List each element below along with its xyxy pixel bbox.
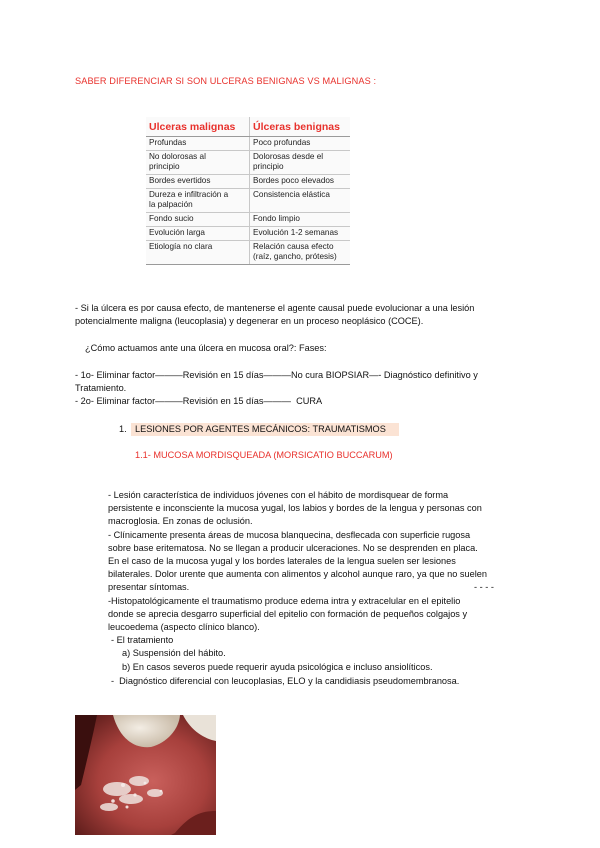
table-cell: Poco profundas xyxy=(250,137,351,151)
table-cell: Dolorosas desde el principio xyxy=(250,151,351,175)
paragraph-line: - Si la úlcera es por causa efecto, de mantenerse el agente causal puede evolucionar a una lesión xyxy=(75,303,475,313)
paragraph-line: potencialmente maligna (leucoplasia) y degenerar en un proceso neoplásico (COCE). xyxy=(75,316,424,326)
table-row xyxy=(146,189,350,213)
section-number: 1. xyxy=(119,424,127,434)
header-malignant: Ulceras malignas xyxy=(146,117,250,137)
dash-marks: - - - - xyxy=(474,582,494,592)
table-row xyxy=(146,241,350,265)
table-row xyxy=(146,137,350,151)
section-title: LESIONES POR AGENTES MECÁNICOS: TRAUMATISMOS xyxy=(135,424,386,434)
table-cell: Relación causa efecto (raíz, gancho, prótesis) xyxy=(250,241,351,265)
table-row xyxy=(146,151,350,175)
table-row xyxy=(146,175,350,189)
table-row xyxy=(146,213,350,227)
table-cell: Consistencia elástica xyxy=(250,189,351,213)
body-line: -Histopatológicamente el traumatismo produce edema intra y extracelular en el epitelio xyxy=(108,596,461,606)
body-line: sobre base eritematosa. No se llegan a producir ulceraciones. No se desprenden en placa. xyxy=(108,543,478,553)
question-line: ¿Cómo actuamos ante una úlcera en mucosa oral?: Fases: xyxy=(85,343,327,353)
phase-line: - 1o- Eliminar factor———Revisión en 15 días———No cura BIOPSIAR—- Diagnóstico definitivo y xyxy=(75,370,478,380)
table-cell: Fondo limpio xyxy=(250,213,351,227)
header-benign: Úlceras benignas xyxy=(250,117,351,137)
table-cell: Profundas xyxy=(146,137,250,151)
body-line: En el caso de la mucosa yugal y los bordes laterales de la lengua suelen ser lesiones xyxy=(108,556,456,566)
body-line: - El tratamiento xyxy=(111,635,174,645)
ulcer-comparison-table xyxy=(146,117,350,265)
body-line: leucoedema (aspecto clínico blanco). xyxy=(108,622,260,632)
table-cell: Etiología no clara xyxy=(146,241,250,265)
body-line: donde se aprecia desgarro superficial del epitelio con formación de pequeños colgajos y xyxy=(108,609,468,619)
body-line: - Diagnóstico diferencial con leucoplasias, ELO y la candidiasis pseudomembranosa. xyxy=(111,676,460,686)
table-cell: Dureza e infiltración a la palpación xyxy=(146,189,250,213)
table-cell: Evolución 1-2 semanas xyxy=(250,227,351,241)
table-cell: Bordes poco elevados xyxy=(250,175,351,189)
table-cell: Fondo sucio xyxy=(146,213,250,227)
table-cell: No dolorosas al principio xyxy=(146,151,250,175)
body-line: macroglosia. En zonas de oclusión. xyxy=(108,516,253,526)
list-item: a) Suspensión del hábito. xyxy=(122,648,226,658)
body-line: - Lesión característica de individuos jóvenes con el hábito de mordisquear de forma xyxy=(108,490,449,500)
clinical-photo xyxy=(75,715,216,835)
table-cell: Evolución larga xyxy=(146,227,250,241)
list-item: b) En casos severos puede requerir ayuda psicológica e incluso ansiolíticos. xyxy=(122,662,433,672)
subsection-title: 1.1- MUCOSA MORDISQUEADA (MORSICATIO BUCCARUM) xyxy=(135,450,393,460)
body-line: - Clínicamente presenta áreas de mucosa blanquecina, desflecada con superficie rugosa xyxy=(108,530,471,540)
table-cell: Bordes evertidos xyxy=(146,175,250,189)
page-heading: SABER DIFERENCIAR SI SON ULCERAS BENIGNAS VS MALIGNAS : xyxy=(75,76,377,86)
clinical-photo-graphic xyxy=(75,715,216,835)
body-line: persistente e inconsciente la mucosa yugal, los labios y bordes de la lengua y personas con xyxy=(108,503,482,513)
body-line: presentar síntomas. xyxy=(108,582,190,592)
table-row xyxy=(146,227,350,241)
body-line: bilaterales. Dolor urente que aumenta con alimentos y alcohol aunque raro, ya que no suelen xyxy=(108,569,487,579)
phase-line: Tratamiento. xyxy=(75,383,127,393)
phase-line: - 2o- Eliminar factor———Revisión en 15 días——— CURA xyxy=(75,396,323,406)
